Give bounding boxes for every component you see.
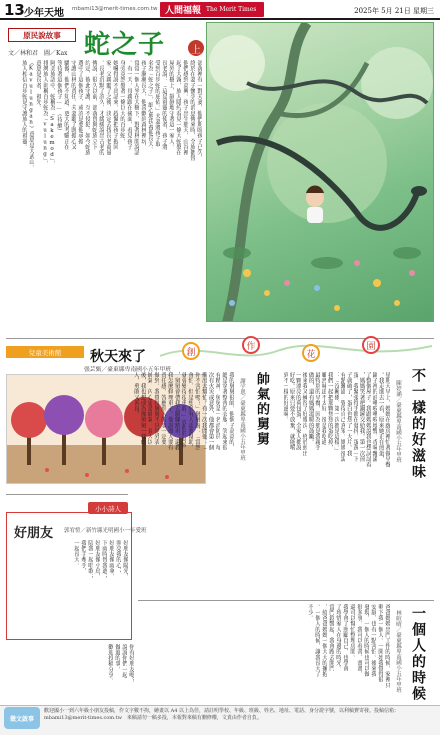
text-column: 終於在妻子懷孕的消息傳來時，全族都替 [189, 60, 195, 161]
essay-body-alone [138, 604, 390, 700]
text-column: 。有一天，母親跟在後面，看見孩子 [126, 60, 132, 150]
text-column: 。長老沉默了許久，才緩緩說出古老的 [98, 60, 104, 156]
text-column: 部落裡有一對夫妻，他們期盼孩子已久， [196, 60, 202, 161]
text-column: 次有火災或意外，他都會第一個 [207, 372, 214, 451]
text-column: 我們手牽手， [80, 540, 86, 574]
text-column: 安靜，也有一點害怕。後來我 [370, 604, 376, 677]
poem-title: 好朋友 [14, 526, 54, 541]
text-column: 一起長大。 [73, 540, 79, 568]
text-column: ，舅舅會帶我去騎腳踏車，還教 [173, 372, 180, 451]
text-column: 她嚇得說不出話來，趕緊把孩子抱回 [112, 60, 118, 150]
text-column: 就會變得很勇敢。」放假的時候 [180, 372, 187, 448]
text-column: 孩子漸漸長大，他喜歡到森林裡玩， [140, 60, 146, 150]
text-column: （Kavulungan）意思是大武山。 [28, 60, 34, 171]
text-column: 當門鈴響起，我會跑去開門 [328, 604, 334, 672]
text-column: 好朋友像陽光， [122, 540, 128, 580]
text-column: 到不一樣的好滋味。 [282, 372, 289, 423]
essay-body-unique [282, 372, 390, 598]
text-column: 等待著這個孩子……（待續） [56, 60, 62, 134]
text-column: 下雨時替我遮； [101, 540, 107, 580]
text-column: 爸爸媽媽出門工作的時候，家裡只 [384, 604, 390, 688]
text-column: 。我走進去一看，原來她正在煎蛋， [377, 372, 384, 462]
text-column: ，給爸爸媽媽一個大大的擁抱 [321, 604, 327, 677]
text-column: 好朋友像雨傘， [108, 540, 114, 580]
creative-char-4: 園 [362, 336, 380, 354]
text-column: 了珍惜家人在身邊的時光。 [335, 604, 341, 672]
essay-title-unique: 不一樣的好滋味 [410, 368, 426, 480]
artwork-byline: 張芸甄／臺東縣卑南國小五年甲班 [84, 367, 171, 373]
footer-badge: 徵文啟事 [4, 707, 40, 729]
essay-byline-alone: 林暄晴／臺東縣卑南國小五年甲班 [395, 610, 401, 693]
poem-prompt [6, 644, 134, 702]
text-column: 不少。 [307, 604, 313, 621]
text-column: 做的，還有媽媽溫暖的鼓勵。 [307, 372, 314, 445]
story-part-badge: 上 [188, 40, 204, 56]
text-column: 帥氣，內心更是帥氣，長大以 [146, 372, 153, 445]
text-column: 後，我也想成為像舅舅一樣的 [139, 372, 146, 445]
creative-char-1: 創 [182, 342, 200, 360]
text-column: 照亮我的心； [115, 540, 121, 574]
creative-char-3: 花 [302, 344, 320, 362]
column-tag-label: 原民說故事 [23, 30, 61, 40]
text-column: 你有好朋友嗎？ [128, 644, 134, 684]
text-column: 總是穿著整齊的衣服，笑起來很 [221, 372, 228, 451]
creative-garden-banner [160, 336, 432, 364]
page-number: 13 [4, 1, 25, 19]
story-byline: 文／林和君 圖／Kax [8, 50, 68, 57]
text-column: 有精神。舅舅是一名消防員，每 [214, 372, 221, 451]
text-column: 很多事，我可以看書、畫畫， [356, 604, 362, 677]
text-column: 排灣族人則稱百步蛇為「vulung」， [42, 60, 48, 166]
snake-illustration [206, 22, 434, 322]
text-column: 陪我一起唱歌； [87, 540, 93, 580]
text-column: 好朋友像小鳥， [94, 540, 100, 580]
text-column: 有點難過，覺得自己真笨。媽媽卻說 [339, 372, 346, 462]
text-column: 衝出去幫忙。有一次我問他：「 [200, 372, 207, 451]
text-column: 最特別的早餐，因為那是我親手 [314, 372, 321, 451]
text-column: 我們一起把那顆焦焦的蛋吃掉， [326, 372, 333, 451]
text-column: 。一個人的時候，讓我長大了 [314, 604, 320, 677]
text-column: 發現，一個人的時候也可以做 [363, 604, 369, 677]
essay-title-uncle: 帥氣的舅舅 [254, 372, 269, 447]
story-title: 蛇之子 [84, 30, 166, 60]
creative-char-2: 作 [242, 336, 260, 354]
text-column: 驕傲，他們不知道，更大的考驗正在 [63, 60, 69, 150]
essay-body-uncle [132, 372, 234, 598]
text-column: 身旁竟然盤著一條巨大的百步蛇， [119, 60, 125, 144]
text-column: 我怎麼修理車子。他說做人要有 [166, 372, 173, 451]
text-column: 族人相信百步蛇是守護族人的祖靈。 [21, 60, 27, 150]
section-divider [138, 600, 434, 601]
text-column: 做過的事， [114, 644, 120, 672]
text-column: 約定，彼此守護，互不侵犯。如今蛇族 [84, 60, 90, 156]
text-column: 了整個屋子。我跟媽媽說我也想試試看 [364, 372, 371, 468]
text-column: 意思是長者、祖先。 [35, 60, 41, 111]
footer-notice: 歡迎國小一到六年級小朋友投稿，作文字數不拘，繪畫以 A4 以上為佳，請註明學校、年級、班級、姓名、地址、電話、身分證字號，以利稿費寄發。投稿信箱：mbami13@merit-times.com.tw 來稿請勿一稿多投，本報對來稿有刪修權，文責由作者自負。 [44, 708, 399, 721]
text-column: 守護山林的責任。夫妻聽了既擔心又 [70, 60, 76, 150]
poem-body [12, 540, 128, 636]
text-column: ，媽媽笑著把鍋鏟交給我。第一次煎 [358, 372, 365, 462]
text-column: 好吃。原來只要不放棄，就能嚐 [288, 372, 295, 451]
text-column: 蛋，我緊張得手都在發抖，蛋黃一下 [352, 372, 359, 462]
text-column: 常常一個人坐在大樹下，對著林間說話 [133, 60, 139, 156]
text-column: ：「沒關係，第一次都是這樣。」 [333, 372, 340, 454]
section-divider [6, 494, 128, 495]
text-column: 傳說：很久以前，部落曾與蛇族立下 [91, 60, 97, 150]
essay-byline-unique: 陳妤涵／臺東縣卑南國小五年甲班 [395, 380, 401, 463]
text-column: 受到百步蛇的庇佑。」夫妻將孩子取 [154, 60, 160, 147]
text-column: 一顆漂亮的荷包蛋，全家人都說 [294, 372, 301, 451]
essay-title-alone: 一個人的時候 [410, 606, 426, 702]
text-column: 我學會了照顧自己，也學會 [342, 604, 348, 672]
text-column: 屋外的樹上，靜靜地守著這一家人。 [168, 60, 174, 150]
text-column: 做到。我覺得舅舅不只是外表 [153, 372, 160, 445]
text-column: 我的舅舅很帥，他個子高高的， [228, 372, 234, 451]
text-column: 長老說：「這是祖靈的使者，孩子將 [161, 60, 167, 150]
issue-date: 2025年 5月 21日 星期三 [354, 7, 434, 15]
text-column: 你不害怕嗎？」舅舅說：「當然 [194, 372, 201, 451]
story-body [6, 60, 202, 330]
gallery-tag: 兒童美術館 [6, 346, 84, 358]
newspaper-logo [160, 2, 264, 17]
text-column: 人，勇敢又善良。 [132, 372, 139, 417]
text-column: 家。父親聽了之後，決定去找長老商量 [105, 60, 111, 156]
text-column: 鍋子裡的油嘩啦嘩啦地響，香味飄滿 [371, 372, 378, 462]
text-column: 他們感到高興。孩子出生那天，山谷裡 [182, 60, 188, 156]
section-title: 少年天地 [24, 8, 64, 19]
text-column: 剩下我一個人。一開始我覺得很 [377, 604, 383, 683]
text-column: 會怕，但是想到有人需要幫助， [187, 372, 194, 451]
poem-tag: 小小詩人 [88, 502, 128, 514]
text-column: 阿美族語中，蛇稱為「Sakemod」， [49, 60, 55, 167]
logo-en: The Merit Times [206, 6, 257, 13]
text-column: 還可以幫忙整理房間。 [349, 604, 355, 660]
text-column: 名為「蛇之子」，細心地扶養他長大。 [147, 60, 153, 153]
text-column: 後來我又練習了好幾次，終於煎出 [301, 372, 308, 456]
text-column: 子就破了，蛋白也焦了一大片。我 [345, 372, 352, 456]
forest-snake-art [207, 23, 434, 322]
text-column: 責任感，答應別人的事一定要 [160, 372, 167, 445]
text-column: 起了大霧，族人隱約看見一條大蛇盤在 [175, 60, 181, 156]
text-column: 雖然味道不太好，卻是我吃過 [320, 372, 327, 445]
column-tag [8, 28, 76, 42]
logo-cn: 人間福報 [165, 6, 202, 16]
essay-byline-uncle: 謝宇恩／臺東縣卑南國小五年甲班 [239, 378, 245, 461]
poem-byline: 郭宥愷／新竹縣光明國小一年愛班 [64, 528, 147, 534]
text-column: 星期天早上，媽媽在廚房裡忙著做早餐 [384, 372, 390, 468]
text-column: 說說你們一起 [121, 644, 127, 678]
text-column: 選中了這個孩子，或許是要他承擔 [77, 60, 83, 144]
section-email: mbami13@merit-times.com.tw [72, 6, 158, 12]
artwork-title: 秋天來了 [90, 349, 146, 365]
text-column: 歡迎投稿分享。 [107, 644, 113, 684]
